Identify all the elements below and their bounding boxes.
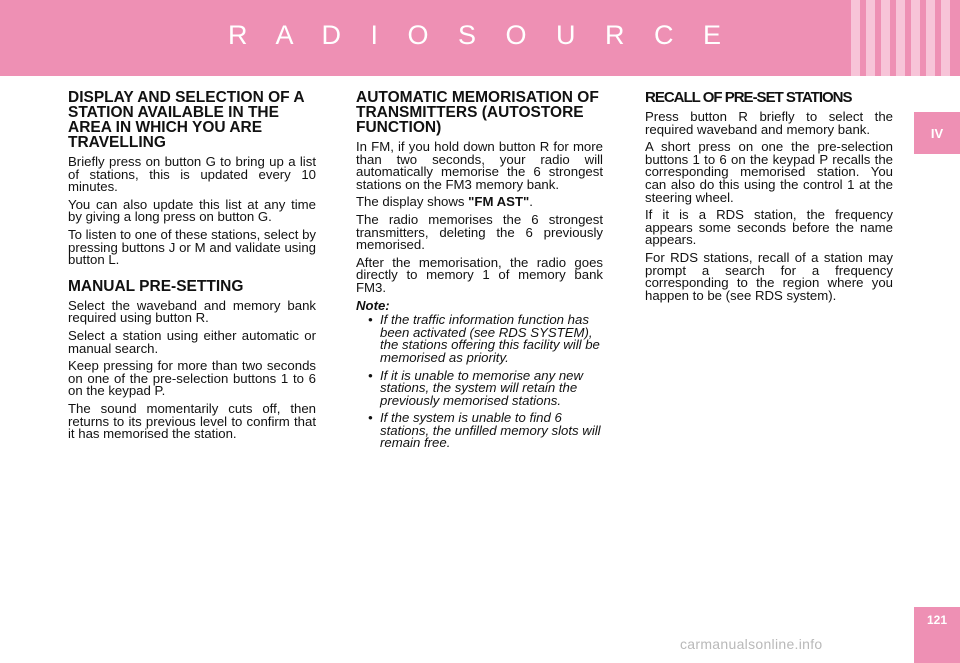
display-text-fm-ast: "FM AST" [468,194,530,210]
header-banner [0,0,960,76]
paragraph: If it is a RDS station, the frequency appears some seconds before the name appears. [645,207,893,248]
chapter-tab: IV [914,112,960,154]
paragraph: After the memorisation, the radio goes directly to memory 1 of memory bank FM3. [356,254,603,295]
bullet-icon: • [368,367,373,383]
note-label: Note: [356,297,390,313]
header-stripe [926,0,935,76]
note-text: If the system is unable to find 6 stations, the unfilled memory slots will remain free. [380,410,601,451]
page-title: R A D I O S O U R C E [227,20,733,50]
paragraph: To listen to one of these stations, select by pressing buttons J or M and validate using button L. [68,226,316,268]
paragraph: Select a station using either automatic or manual search. [68,327,316,356]
section-heading-display-selection: DISPLAY AND SELECTION OF A STATION AVAILABLE IN THE AREA IN WHICH YOU ARE TRAVELLING [68,89,304,151]
column-autostore [356,90,603,455]
note-item [356,367,603,408]
paragraph: The sound momentarily cuts off, then returns to its previous level to confirm that it has memorised the station. [68,400,316,442]
paragraph: Keep pressing for more than two seconds on one of the pre-selection buttons 1 to 6 on the keypad P. [68,358,316,399]
header-stripe [941,0,950,76]
paragraph: The radio memorises the 6 strongest transmitters, deleting the 6 previously memorised. [356,211,603,253]
header-stripe [851,0,860,76]
paragraph-text: . [529,194,533,210]
header-stripe [911,0,920,76]
header-stripe [881,0,890,76]
watermark: carmanualsonline.info [680,636,823,652]
section-heading-recall: RECALL OF PRE-SET STATIONS [645,89,852,106]
section-heading-manual-presetting: MANUAL PRE-SETTING [68,277,244,295]
note-text: If the traffic information function has been activated (see RDS SYSTEM), the stations offering this facility will be memorised as priority. [380,312,600,365]
header-stripe [896,0,905,76]
paragraph: Press button R briefly to select the required waveband and memory bank. [645,109,893,137]
paragraph: Briefly press on button G to bring up a list of stations, this is updated every 10 minutes. [68,154,316,195]
note-item [356,412,603,450]
page-number: 121 [914,607,960,663]
paragraph-text: The display shows [356,194,469,210]
column-display-selection [68,90,316,446]
paragraph: For RDS stations, recall of a station may prompt a search for a frequency corresponding to the region where you happen to be (see RDS system). [645,249,893,303]
header-stripe [866,0,875,76]
paragraph: You can also update this list at any time by giving a long press on button G. [68,196,316,225]
paragraph: In FM, if you hold down button R for more than two seconds, your radio will automatically memorise the 6 strongest stations on the FM3 memory bank. [356,139,603,192]
note-text: If it is unable to memorise any new stations, the system will retain the previously memorised stations. [380,367,584,408]
bullet-icon: • [368,312,373,328]
note-item [356,314,603,364]
column-recall-presets [645,90,893,307]
paragraph: A short press on one the pre-selection buttons 1 to 6 on the keypad P recalls the corresponding memorised station. You can also do this using the control 1 at the steering wheel. [645,139,893,205]
section-heading-autostore: AUTOMATIC MEMORISATION OF TRANSMITTERS (AUTOSTORE FUNCTION) [356,89,599,136]
paragraph [356,196,603,209]
bullet-icon: • [368,410,373,426]
paragraph: Select the waveband and memory bank required using button R. [68,297,316,326]
